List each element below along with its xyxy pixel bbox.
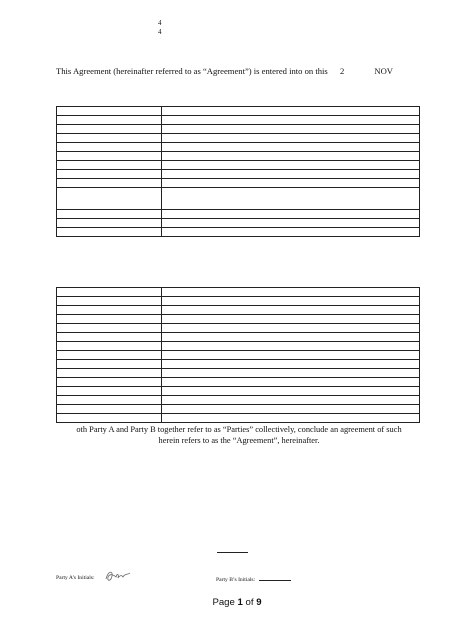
page-total: 9 <box>256 597 262 608</box>
table1-label-cell <box>57 170 162 179</box>
party-b-initials <box>216 575 291 583</box>
table2-value-cell <box>162 288 420 297</box>
agreement-intro-line <box>56 66 393 76</box>
table2-value-cell <box>162 405 420 414</box>
table2-value-cell <box>162 297 420 306</box>
table2-label-cell <box>57 414 162 423</box>
table2-row <box>57 369 420 378</box>
table2-row <box>57 378 420 387</box>
party-a-signature-icon <box>104 567 132 585</box>
table1-label-cell <box>57 125 162 134</box>
table2-row <box>57 351 420 360</box>
table2-row <box>57 405 420 414</box>
header-mark-bottom: 4 <box>158 28 162 36</box>
table2-label-cell <box>57 351 162 360</box>
header-mark-top: 4 <box>158 19 162 27</box>
table2-row <box>57 288 420 297</box>
table1-label-cell <box>57 107 162 116</box>
table2-label-cell <box>57 342 162 351</box>
table2-label-cell <box>57 405 162 414</box>
intro-day: 2 <box>339 66 345 76</box>
table1-label-cell <box>57 143 162 152</box>
table2-label-cell <box>57 333 162 342</box>
table2-label-cell <box>57 378 162 387</box>
table1-row <box>57 107 420 116</box>
table2-value-cell <box>162 378 420 387</box>
parties-paragraph <box>56 424 422 446</box>
table1-value-cell <box>162 152 420 161</box>
table2-label-cell <box>57 315 162 324</box>
table2-value-cell <box>162 414 420 423</box>
page-current: 1 <box>237 597 243 608</box>
table2-value-cell <box>162 315 420 324</box>
table1-label-cell <box>57 210 162 219</box>
table1-value-cell <box>162 161 420 170</box>
table2-value-cell <box>162 306 420 315</box>
table2-row <box>57 414 420 423</box>
table2-label-cell <box>57 306 162 315</box>
table2-label-cell <box>57 396 162 405</box>
parties-paragraph-line1: oth Party A and Party B together refer to as “Parties” collectively, conclude an agreement of such <box>76 425 402 434</box>
party-b-details-table <box>56 287 420 423</box>
table2-value-cell <box>162 324 420 333</box>
table2-row <box>57 387 420 396</box>
table1-row <box>57 134 420 143</box>
table1-label-cell <box>57 134 162 143</box>
party-a-initials-label: Party A’s Initials: <box>56 575 95 581</box>
table2-row <box>57 396 420 405</box>
table1-value-cell <box>162 179 420 188</box>
table1-label-cell <box>57 179 162 188</box>
table2-label-cell <box>57 297 162 306</box>
table1-value-cell <box>162 210 420 219</box>
table1-row <box>57 152 420 161</box>
page-word: Page <box>212 597 235 608</box>
table2-row <box>57 360 420 369</box>
table1-row <box>57 219 420 228</box>
table1-value-cell <box>162 143 420 152</box>
table2-label-cell <box>57 288 162 297</box>
parties-paragraph-line2: herein refers to as the “Agreement”, hereinafter. <box>158 436 320 445</box>
intro-text: This Agreement (hereinafter referred to as “Agreement”) is entered into on this <box>56 66 328 76</box>
table1-row <box>57 116 420 125</box>
table2-value-cell <box>162 342 420 351</box>
table2-row <box>57 306 420 315</box>
table1-label-cell <box>57 161 162 170</box>
intro-month: NOV <box>374 66 394 76</box>
table1-label-cell <box>57 152 162 161</box>
table1-row <box>57 170 420 179</box>
table2-value-cell <box>162 369 420 378</box>
table1-row <box>57 143 420 152</box>
table2-label-cell <box>57 369 162 378</box>
table2-label-cell <box>57 324 162 333</box>
table1-value-cell <box>162 107 420 116</box>
table1-value-cell <box>162 134 420 143</box>
party-b-initials-field[interactable] <box>259 575 291 581</box>
table2-label-cell <box>57 387 162 396</box>
table1-value-cell <box>162 228 420 237</box>
signature-blank-line <box>217 552 248 553</box>
table1-value-cell <box>162 170 420 179</box>
table1-label-cell <box>57 219 162 228</box>
party-b-initials-label: Party B’s Initials: <box>216 577 256 583</box>
table1-row <box>57 125 420 134</box>
table1-value-cell <box>162 116 420 125</box>
table1-row <box>57 210 420 219</box>
table1-row <box>57 228 420 237</box>
table2-value-cell <box>162 360 420 369</box>
table1-row <box>57 188 420 210</box>
table2-row <box>57 333 420 342</box>
table1-value-cell <box>162 188 420 210</box>
table1-row <box>57 179 420 188</box>
page-of: of <box>245 597 254 608</box>
table2-value-cell <box>162 333 420 342</box>
table2-label-cell <box>57 360 162 369</box>
table1-value-cell <box>162 219 420 228</box>
table2-value-cell <box>162 396 420 405</box>
table2-value-cell <box>162 387 420 396</box>
table2-row <box>57 315 420 324</box>
table1-label-cell <box>57 228 162 237</box>
table1-label-cell <box>57 188 162 210</box>
page-number <box>0 597 474 608</box>
table2-row <box>57 342 420 351</box>
table1-value-cell <box>162 125 420 134</box>
table1-label-cell <box>57 116 162 125</box>
table2-row <box>57 297 420 306</box>
party-a-initials <box>56 575 95 581</box>
party-a-details-table <box>56 106 420 237</box>
table2-row <box>57 324 420 333</box>
table1-row <box>57 161 420 170</box>
table2-value-cell <box>162 351 420 360</box>
